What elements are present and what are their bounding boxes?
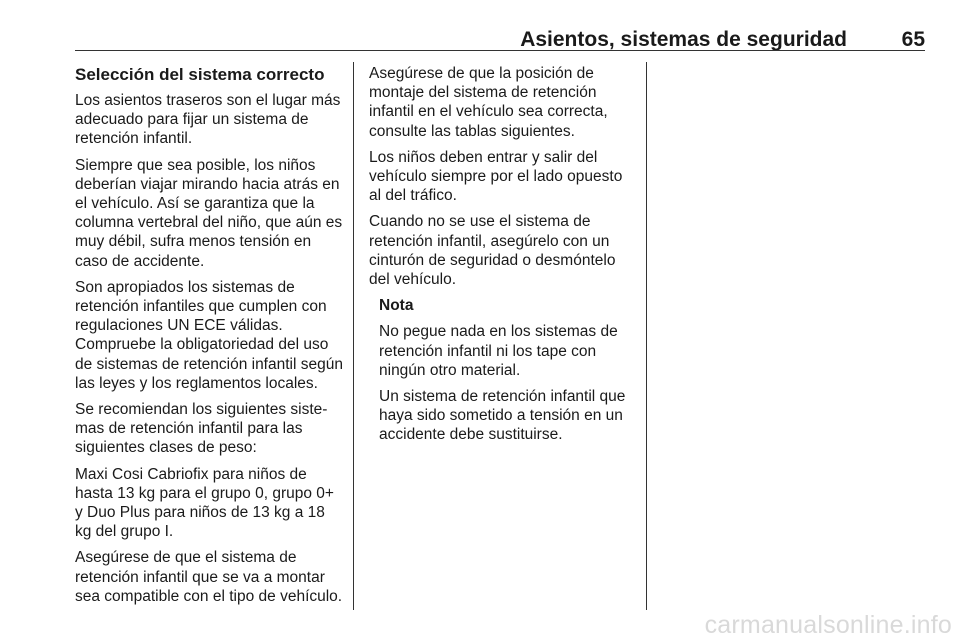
paragraph: Asegúrese de que la posición de montaje del sistema de retención infantil en el vehículo sea correcta, consulte las tablas siguientes. <box>369 65 608 140</box>
paragraph: Se recomiendan los siguientes siste‐mas de retención infantil para las siguientes clases de peso: <box>75 401 328 457</box>
paragraph: Siempre que sea posible, los niños deberían viajar mirando hacia atrás en el vehículo. Así se garantiza que la columna vertebral del niño, que aún es muy débil, sufra menos tensión en caso de accidente. <box>75 156 343 270</box>
note-paragraph: No pegue nada en los sistemas de retención infantil ni los tape con ningún otro material. <box>379 323 618 379</box>
paragraph: Maxi Cosi Cabriofix para niños de hasta 13 kg para el grupo 0, grupo 0+ y Duo Plus para niños de 13 kg a 18 kg del grupo I. <box>75 465 334 541</box>
note-box <box>379 296 637 444</box>
paragraph: Los asientos traseros son el lugar más adecuado para fijar un sistema de retención infantil. <box>75 92 341 148</box>
paragraph: Son apropiados los sistemas de retención infantiles que cumplen con regulaciones UN ECE válidas. Compruebe la obligatoriedad del uso de sistemas de retención infantil según las leyes y los reglamentos locales. <box>75 278 343 392</box>
section-heading: Selección del sistema correcto <box>75 65 325 84</box>
column-divider-right <box>646 62 647 610</box>
column-divider-left <box>353 62 354 610</box>
running-header-title: Asientos, sistemas de seguridad <box>520 28 847 51</box>
paragraph: Los niños deben entrar y salir del vehículo siempre por el lado opuesto al del tráfico. <box>369 148 623 205</box>
watermark: carmanualsonline.info <box>704 611 952 639</box>
page-header <box>75 28 925 52</box>
paragraph: Asegúrese de que el sistema de retención infantil que se va a montar sea compatible con el tipo de vehículo. <box>75 549 343 605</box>
note-title: Nota <box>379 297 414 315</box>
paragraph: Cuando no se use el sistema de retención infantil, asegúrelo con un cinturón de seguridad o desmóntelo del vehículo. <box>369 213 616 289</box>
page-number: 65 <box>901 28 925 51</box>
note-paragraph: Un sistema de retención infantil que haya sido sometido a tensión en un accidente debe sustituirse. <box>379 388 626 444</box>
column-left <box>75 64 343 613</box>
column-middle <box>369 64 637 452</box>
header-rule <box>75 50 925 51</box>
